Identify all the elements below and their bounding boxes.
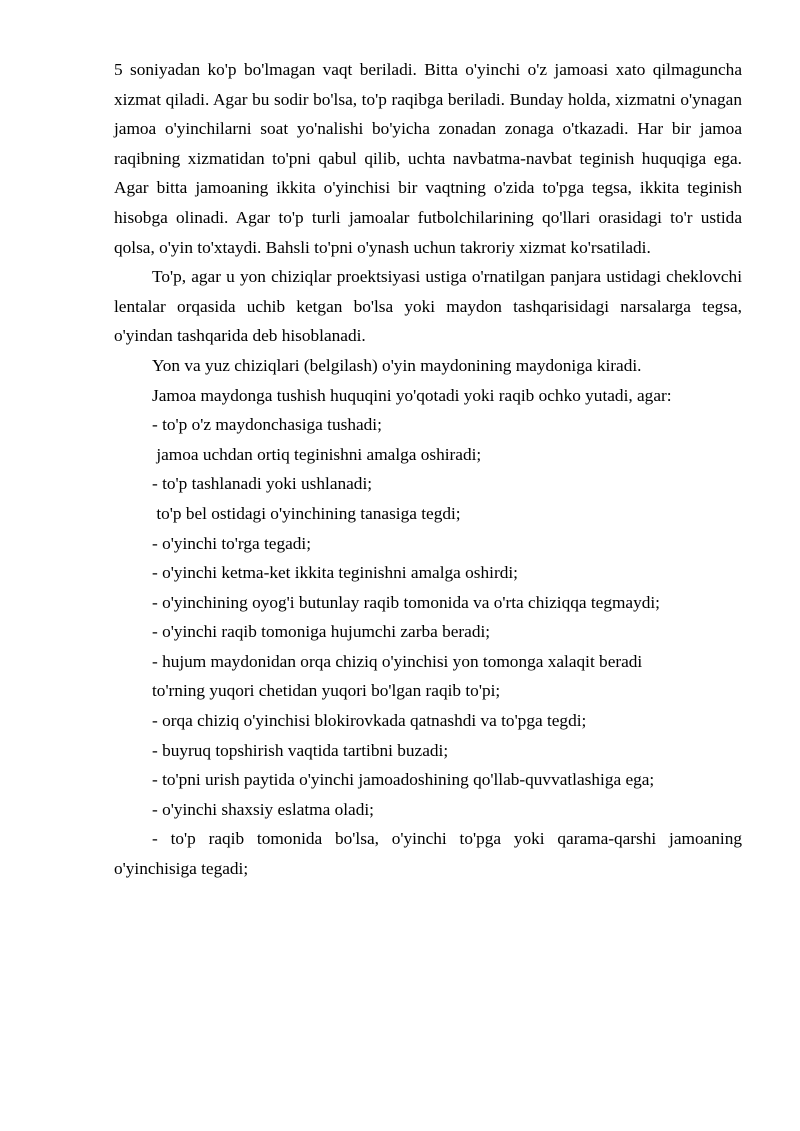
list-item: - to'p o'z maydonchasiga tushadi;	[152, 415, 382, 435]
list-item: to'rning yuqori chetidan yuqori bo'lgan raqib to'pi;	[152, 681, 501, 701]
list-item: - to'p tashlanadi yoki ushlanadi;	[152, 474, 373, 494]
paragraph-fault-intro: Jamoa maydonga tushish huquqini yo'qotadi yoki raqib ochko yutadi, agar:	[152, 385, 672, 405]
paragraph-last-fault: - to'p raqib tomonida bo'lsa, o'yinchi to'pga yoki qarama-qarshi jamoaning o'yinchisiga tegadi;	[114, 829, 742, 879]
list-item: - o'yinchining oyog'i butunlay raqib tomonida va o'rta chiziqqa tegmaydi;	[152, 592, 660, 612]
list-item: - to'pni urish paytida o'yinchi jamoadoshining qo'llab-quvvatlashiga ega;	[152, 770, 655, 790]
document-page	[114, 55, 742, 884]
list-item: - buyruq topshirish vaqtida tartibni buzadi;	[152, 740, 449, 760]
list-item: - o'yinchi shaxsiy eslatma oladi;	[152, 799, 374, 819]
list-item: - o'yinchi ketma-ket ikkita teginishni amalga oshirdi;	[152, 563, 518, 583]
list-item: - hujum maydonidan orqa chiziq o'yinchisi yon tomonga xalaqit beradi	[152, 651, 643, 671]
list-item: - orqa chiziq o'yinchisi blokirovkada qatnashdi va to'pga tegdi;	[152, 711, 587, 731]
list-item: jamoa uchdan ortiq teginishni amalga oshiradi;	[152, 444, 482, 464]
paragraph-lines: Yon va yuz chiziqlari (belgilash) o'yin maydonining maydoniga kiradi.	[152, 355, 642, 375]
paragraph-ball-out: To'p, agar u yon chiziqlar proektsiyasi ustiga o'rnatilgan panjara ustidagi cheklovchi lentalar orqasida uchib ketgan bo'lsa yoki maydon tashqarisidagi narsalarga tegsa, o'yindan tashqarida deb hisoblanadi.	[114, 267, 742, 346]
paragraph-serve-rules: 5 soniyadan ko'p bo'lmagan vaqt beriladi. Bitta o'yinchi o'z jamoasi xato qilmaguncha xizmat qiladi. Agar bu sodir bo'lsa, to'p raqibga beriladi. Bunday holda, xizmatni o'ynagan jamoa o'yinchilarni soat yo'nalishi bo'yicha zonadan zonaga o'tkazadi. Har bir jamoa raqibning xizmatidan to'pni qabul qilib, uchta navbatma-navbat teginish huquqiga ega. Agar bitta jamoaning ikkita o'yinchisi bir vaqtning o'zida to'pga tegsa, ikkita teginish hisobga olinadi. Agar to'p turli jamoalar futbolchilarining qo'llari orasidagi to'r ustida qolsa, o'yin to'xtaydi. Bahsli to'pni o'ynash uchun takroriy xizmat ko'rsatiladi.	[114, 60, 742, 257]
list-item: to'p bel ostidagi o'yinchining tanasiga tegdi;	[152, 503, 461, 523]
fault-list	[114, 410, 742, 824]
list-item: - o'yinchi to'rga tegadi;	[152, 533, 311, 553]
list-item: - o'yinchi raqib tomoniga hujumchi zarba beradi;	[152, 622, 491, 642]
